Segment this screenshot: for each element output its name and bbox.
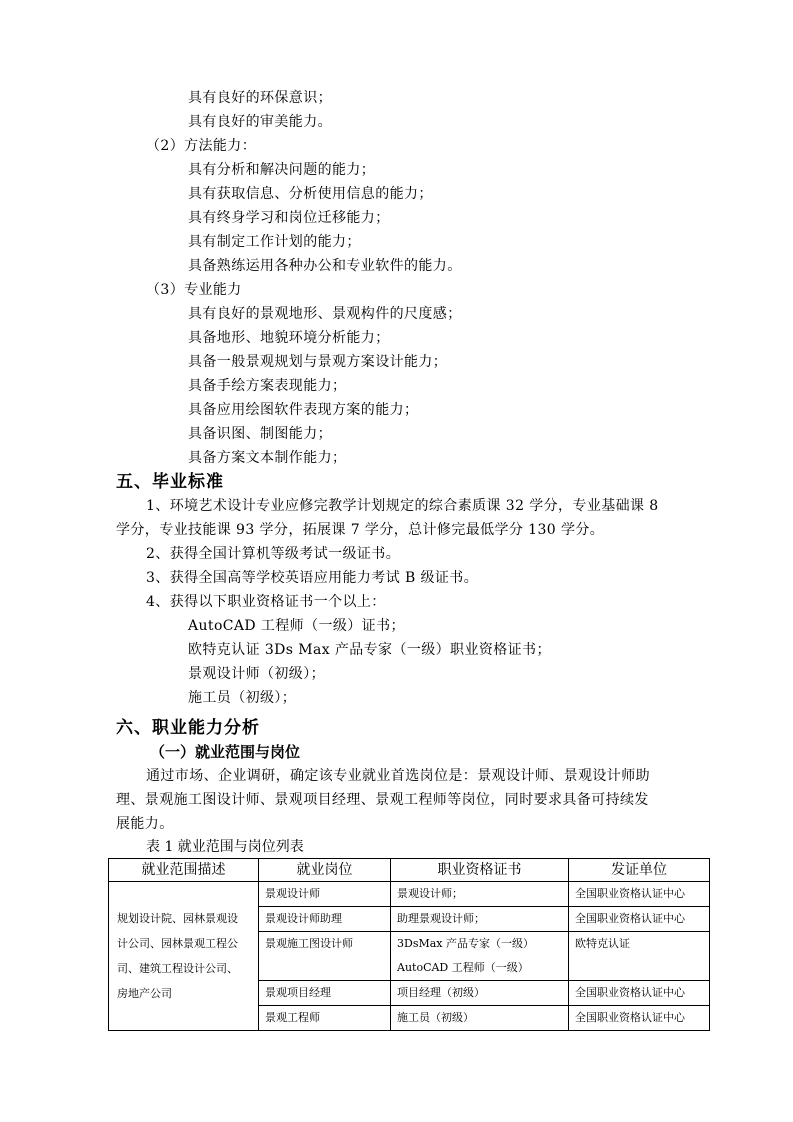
- issuer-cell: 全国职业资格认证中心: [569, 907, 710, 932]
- certificate-line: 3DsMax 产品专家（一级）: [397, 937, 534, 950]
- issuer-cell: 全国职业资格认证中心: [569, 981, 710, 1006]
- attitude-item: 具有良好的环保意识；: [188, 90, 332, 106]
- professional-item: 具备识图、制图能力；: [188, 426, 332, 442]
- certificate-cell: 景观设计师；: [391, 882, 569, 907]
- certificate-cell: [391, 932, 569, 981]
- certificate-item: 景观设计师（初级）；: [188, 666, 325, 682]
- issuer-cell: 全国职业资格认证中心: [569, 882, 710, 907]
- post-cell: 景观工程师: [259, 1006, 391, 1031]
- employment-paragraph-line2: 理、景观施工图设计师、景观项目经理、景观工程师等岗位，同时要求具备可持续发: [116, 792, 649, 808]
- graduation-requirement: 2、获得全国计算机等级考试一级证书。: [146, 546, 401, 562]
- employment-paragraph-line1: 通过市场、企业调研，确定该专业就业首选岗位是：景观设计师、景观设计师助: [146, 768, 650, 784]
- scope-text-line: 房地产公司: [117, 987, 172, 1000]
- professional-item: 具备地形、地貌环境分析能力；: [188, 330, 390, 346]
- employment-paragraph-line3: 展能力。: [116, 816, 174, 832]
- graduation-requirement: 4、获得以下职业资格证书一个以上：: [146, 594, 386, 610]
- post-cell: 景观设计师助理: [259, 907, 391, 932]
- method-title: （2）方法能力：: [146, 138, 257, 154]
- post-cell: 景观项目经理: [259, 981, 391, 1006]
- professional-item: 具备应用绘图软件表现方案的能力；: [188, 402, 419, 418]
- section-heading-graduation: 五、毕业标准: [116, 472, 224, 492]
- attitude-item: 具有良好的审美能力。: [188, 114, 332, 130]
- certificate-cell: 项目经理（初级）: [391, 981, 569, 1006]
- graduation-requirement: 3、获得全国高等学校英语应用能力考试 B 级证书。: [146, 570, 479, 586]
- table-header-row: [109, 859, 710, 882]
- professional-item: 具备一般景观规划与景观方案设计能力；: [188, 354, 448, 370]
- column-header: 就业岗位: [259, 859, 391, 882]
- method-item: 具有分析和解决问题的能力；: [188, 162, 376, 178]
- method-item: 具有终身学习和岗位迁移能力；: [188, 210, 390, 226]
- post-cell: 景观施工图设计师: [259, 932, 391, 981]
- scope-text-line: 司、建筑工程设计公司、: [117, 962, 238, 975]
- table-caption: 表 1 就业范围与岗位列表: [146, 839, 304, 855]
- employment-scope-cell: [109, 882, 259, 1031]
- table-row: [109, 882, 710, 907]
- column-header: 就业范围描述: [109, 859, 259, 882]
- method-item: 具备熟练运用各种办公和专业软件的能力。: [188, 258, 462, 274]
- scope-text-line: 规划设计院、园林景观设: [117, 912, 238, 925]
- graduation-credit-line2: 学分，专业技能课 93 学分，拓展课 7 学分，总计修完最低学分 130 学分。: [116, 522, 605, 538]
- method-item: 具有制定工作计划的能力；: [188, 234, 361, 250]
- graduation-credit-line1: 1、环境艺术设计专业应修完教学计划规定的综合素质课 32 学分，专业基础课 8: [146, 498, 659, 514]
- issuer-cell: 全国职业资格认证中心: [569, 1006, 710, 1031]
- certificate-item: 施工员（初级）；: [188, 690, 297, 706]
- certificate-line: AutoCAD 工程师（一级）: [397, 961, 529, 974]
- employment-table: [108, 858, 710, 1031]
- column-header: 职业资格证书: [391, 859, 569, 882]
- professional-item: 具备方案文本制作能力；: [188, 450, 347, 466]
- post-cell: 景观设计师: [259, 882, 391, 907]
- professional-item: 具有良好的景观地形、景观构件的尺度感；: [188, 306, 462, 322]
- professional-item: 具备手绘方案表现能力；: [188, 378, 347, 394]
- certificate-cell: 施工员（初级）: [391, 1006, 569, 1031]
- column-header: 发证单位: [569, 859, 710, 882]
- certificate-cell: 助理景观设计师；: [391, 907, 569, 932]
- issuer-cell: 欧特克认证: [569, 932, 710, 981]
- certificate-item: AutoCAD 工程师（一级）证书；: [188, 618, 405, 634]
- certificate-item: 欧特克认证 3Ds Max 产品专家（一级）职业资格证书；: [188, 642, 551, 658]
- method-item: 具有获取信息、分析使用信息的能力；: [188, 186, 433, 202]
- subheading-employment: （一）就业范围与岗位: [150, 743, 301, 761]
- professional-title: （3）专业能力: [146, 282, 242, 298]
- scope-text-line: 计公司、园林景观工程公: [117, 937, 238, 950]
- section-heading-ability: 六、职业能力分析: [116, 718, 260, 738]
